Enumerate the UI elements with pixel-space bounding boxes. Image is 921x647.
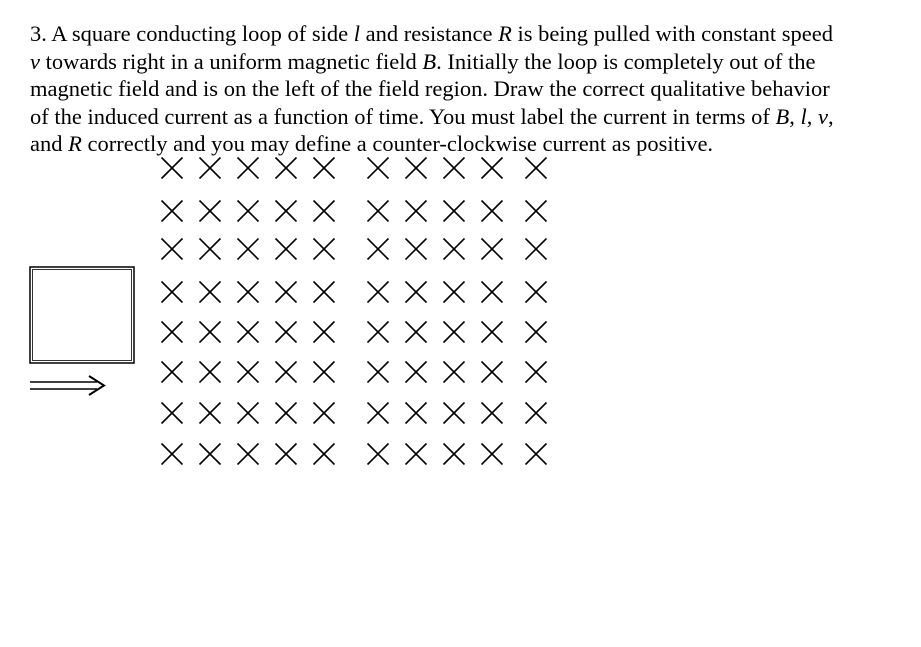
field-cross-icon [238, 239, 259, 260]
field-cross-icon [444, 158, 465, 179]
field-cross-icon [526, 322, 547, 343]
field-cross-icon [482, 158, 503, 179]
field-cross-icon [444, 239, 465, 260]
field-cross-icon [314, 201, 335, 222]
velocity-arrow-icon [30, 376, 104, 395]
field-cross-icon [162, 322, 183, 343]
field-cross-icon [276, 158, 297, 179]
field-cross-icon [368, 158, 389, 179]
field-cross-icon [526, 201, 547, 222]
field-cross-icon [238, 444, 259, 465]
field-cross-icon [526, 403, 547, 424]
field-cross-icon [406, 201, 427, 222]
field-cross-icon [368, 201, 389, 222]
field-cross-icon [238, 403, 259, 424]
field-cross-icon [406, 444, 427, 465]
field-cross-icon [406, 322, 427, 343]
field-cross-icon [482, 239, 503, 260]
field-cross-icon [200, 239, 221, 260]
field-cross-icon [314, 362, 335, 383]
field-cross-icon [444, 322, 465, 343]
field-cross-icon [526, 282, 547, 303]
field-cross-icon [526, 362, 547, 383]
field-cross-icon [200, 282, 221, 303]
problem-line: magnetic field and is on the left of the field region. Draw the correct qualitative behavior [30, 76, 830, 101]
field-cross-icon [162, 403, 183, 424]
field-cross-icon [276, 362, 297, 383]
field-cross-icon [276, 322, 297, 343]
field-cross-icon [482, 282, 503, 303]
field-cross-icon [238, 362, 259, 383]
field-cross-icon [482, 444, 503, 465]
problem-line: 3. A square conducting loop of side l and resistance R is being pulled with constant speed [30, 21, 834, 46]
field-cross-icon [482, 403, 503, 424]
field-cross-icon [200, 444, 221, 465]
field-cross-icon [276, 201, 297, 222]
field-cross-icon [406, 362, 427, 383]
field-cross-icon [444, 282, 465, 303]
field-cross-icon [200, 362, 221, 383]
problem-line: and R correctly and you may define a counter-clockwise current as positive. [30, 131, 714, 156]
field-cross-icon [526, 158, 547, 179]
problem-line: v towards right in a uniform magnetic field B. Initially the loop is completely out of the [30, 48, 816, 74]
conducting-loop [30, 267, 134, 363]
field-cross-icon [200, 322, 221, 343]
field-cross-icon [162, 239, 183, 260]
field-cross-icon [368, 239, 389, 260]
field-cross-icon [314, 444, 335, 465]
field-cross-icon [314, 403, 335, 424]
field-cross-icon [162, 362, 183, 383]
field-cross-icon [444, 444, 465, 465]
magnetic-field-grid [150, 150, 560, 470]
field-cross-icon [526, 444, 547, 465]
field-cross-icon [276, 282, 297, 303]
field-cross-icon [406, 158, 427, 179]
field-cross-icon [444, 403, 465, 424]
field-cross-icon [368, 403, 389, 424]
field-cross-icon [368, 282, 389, 303]
field-cross-icon [406, 403, 427, 424]
field-cross-icon [314, 239, 335, 260]
field-cross-icon [482, 322, 503, 343]
field-cross-icon [368, 362, 389, 383]
field-cross-icon [406, 239, 427, 260]
field-cross-icon [276, 239, 297, 260]
field-cross-icon [314, 282, 335, 303]
field-cross-icon [314, 322, 335, 343]
problem-statement [30, 20, 900, 158]
field-cross-icon [162, 282, 183, 303]
field-cross-icon [482, 201, 503, 222]
field-cross-icon [526, 239, 547, 260]
field-cross-icon [200, 403, 221, 424]
problem-line: of the induced current as a function of time. You must label the current in terms of B, l, v, [30, 103, 834, 129]
field-cross-icon [238, 158, 259, 179]
field-cross-icon [238, 282, 259, 303]
field-cross-icon [444, 201, 465, 222]
field-cross-icon [314, 158, 335, 179]
loop-figure [25, 262, 145, 402]
field-cross-icon [238, 322, 259, 343]
field-cross-icon [200, 158, 221, 179]
field-cross-icon [238, 201, 259, 222]
field-cross-icon [200, 201, 221, 222]
field-cross-icon [406, 282, 427, 303]
field-cross-icon [276, 444, 297, 465]
field-cross-icon [368, 322, 389, 343]
field-cross-icon [162, 201, 183, 222]
field-cross-icon [276, 403, 297, 424]
field-cross-icon [482, 362, 503, 383]
field-cross-icon [444, 362, 465, 383]
field-cross-icon [162, 444, 183, 465]
conducting-loop-inner-edge [33, 270, 132, 361]
field-cross-icon [368, 444, 389, 465]
field-cross-icon [162, 158, 183, 179]
problem-number: 3. [30, 21, 47, 46]
